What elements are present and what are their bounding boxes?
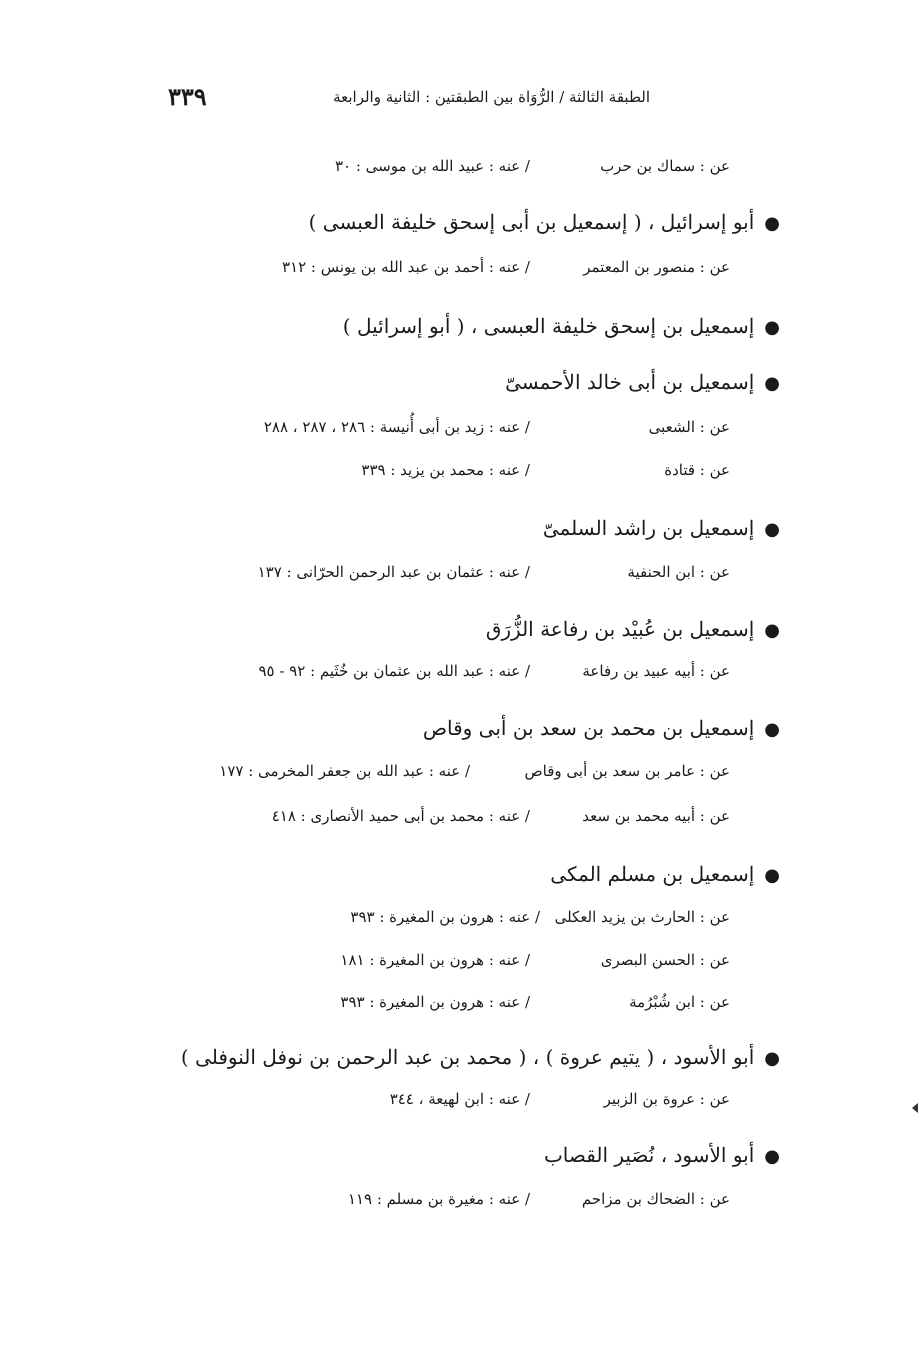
entry-heading [505,370,780,394]
page-header [150,82,650,114]
bullet-icon: ● [764,1146,780,1167]
narrator-to: / عنه : ابن لهيعة ، ٣٤٤ [389,1090,530,1108]
bullet-icon: ● [764,1048,780,1069]
entry-title: إسمعيل بن راشد السلمىّ [542,516,755,540]
entry-heading [181,1045,780,1069]
narrator-from: عن : أبيه عبيد بن رفاعة [582,662,730,680]
narrator-from: عن : عامر بن سعد بن أبى وقاص [524,762,730,780]
bullet-icon: ● [764,317,780,338]
narrator-to: / عنه : هرون بن المغيرة : ١٨١ [340,951,530,969]
entry-heading [550,862,780,886]
narrator-from: عن : سماك بن حرب [600,157,730,175]
bullet-icon: ● [764,213,780,234]
narrator-from: عن : الحارث بن يزيد العكلى [554,908,730,926]
bullet-icon: ● [764,865,780,886]
narrator-from: عن : الشعبى [648,418,730,436]
entry-heading [543,516,780,540]
narrator-to: / عنه : زيد بن أبى أُنيسة : ٢٨٦ ، ٢٨٧ ، ٢٨٨ [263,418,530,436]
entry-title: إسمعيل بن إسحق خليفة العبسى ، ( أبو إسرائيل ) [342,314,755,338]
narrator-to: / عنه : عبد الله بن عثمان بن خُثَيم : ٩٢ - ٩٥ [258,662,530,680]
running-title: الطبقة الثالثة / الرُّوَاة بين الطبقتين : الثانية والرابعة [333,88,650,106]
page-edge-mark-icon [912,1103,918,1113]
entry-heading [343,314,780,338]
narrator-from: عن : الحسن البصرى [600,951,730,969]
entry-title: أبو الأسود ، نُصَير القصاب [543,1143,755,1167]
entry-heading [309,210,780,234]
entry-title: إسمعيل بن مسلم المكى [550,862,755,886]
entry-title: أبو إسرائيل ، ( إسمعيل بن أبى إسحق خليفة العبسى ) [308,210,755,234]
bullet-icon: ● [764,519,780,540]
narrator-to: / عنه : مغيرة بن مسلم : ١١٩ [347,1190,530,1208]
entry-title: أبو الأسود ، ( يتيم عروة ) ، ( محمد بن عبد الرحمن بن نوفل النوفلى ) [180,1045,755,1069]
page-number: ٣٣٩ [168,82,207,111]
entry-title: إسمعيل بن أبى خالد الأحمسىّ [505,370,755,394]
narrator-to: / عنه : عثمان بن عبد الرحمن الحرّانى : ١٣٧ [257,563,530,581]
bullet-icon: ● [764,719,780,740]
narrator-from: عن : الضحاك بن مزاحم [581,1190,730,1208]
narrator-to: / عنه : عبد الله بن جعفر المخرمى : ١٧٧ [219,762,470,780]
entry-heading [486,617,780,641]
narrator-to: / عنه : أحمد بن عبد الله بن يونس : ٣١٢ [281,258,530,276]
narrator-from: عن : ابن شُبْرُمة [629,993,730,1011]
narrator-from: عن : منصور بن المعتمر [583,258,730,276]
bullet-icon: ● [764,620,780,641]
narrator-to: / عنه : هرون بن المغيرة : ٣٩٣ [350,908,540,926]
narrator-from: عن : ابن الحنفية [627,563,730,581]
narrator-from: عن : عروة بن الزبير [603,1090,730,1108]
narrator-to: / عنه : محمد بن أبى حميد الأنصارى : ٤١٨ [271,807,530,825]
bullet-icon: ● [764,373,780,394]
entry-title: إسمعيل بن عُبيْد بن رفاعة الزُّرَق [485,617,755,641]
narrator-from: عن : قتادة [664,461,730,479]
narrator-to: / عنه : هرون بن المغيرة : ٣٩٣ [340,993,530,1011]
entry-title: إسمعيل بن محمد بن سعد بن أبى وقاص [422,716,755,740]
entry-heading [423,716,780,740]
entry-heading [544,1143,780,1167]
narrator-from: عن : أبيه محمد بن سعد [582,807,730,825]
narrator-to: / عنه : عبيد الله بن موسى : ٣٠ [334,157,530,175]
narrator-to: / عنه : محمد بن يزيد : ٣٣٩ [361,461,530,479]
